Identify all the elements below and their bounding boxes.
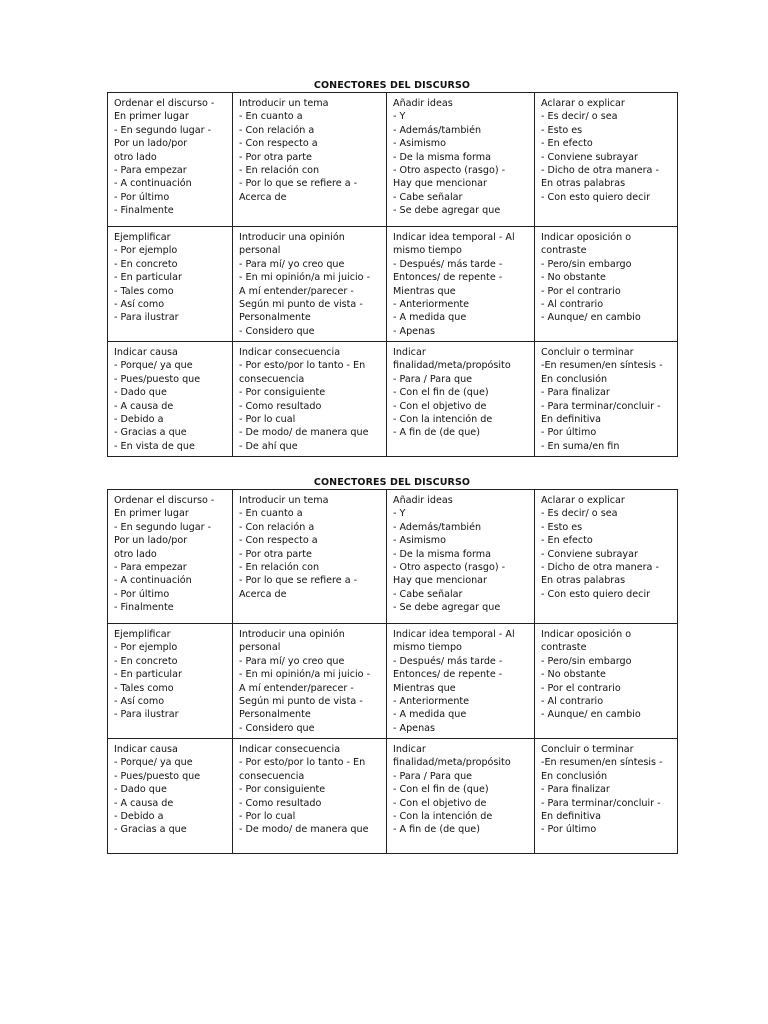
cell-ejemplificar: Ejemplificar - Por ejemplo - En concreto - En particular - Tales como - Así como - Para ilustrar	[108, 624, 233, 739]
cell-ejemplificar: Ejemplificar - Por ejemplo - En concreto - En particular - Tales como - Así como - Para ilustrar	[108, 227, 233, 342]
connectors-table	[107, 489, 678, 854]
cell-anadir-ideas: Añadir ideas - Y - Además/también - Asimismo - De la misma forma - Otro aspecto (rasgo) - Hay que mencionar - Cabe señalar - Se debe agregar que	[387, 490, 535, 624]
cell-anadir-ideas: Añadir ideas - Y - Además/también - Asimismo - De la misma forma - Otro aspecto (rasgo) - Hay que mencionar - Cabe señalar - Se debe agregar que	[387, 93, 535, 227]
cell-introducir-tema: Introducir un tema - En cuanto a - Con relación a - Con respecto a - Por otra parte - En relación con - Por lo que se refiere a - Acerca de	[233, 93, 387, 227]
connectors-section-1	[107, 80, 677, 457]
cell-indicar-finalidad: Indicar finalidad/meta/propósito - Para / Para que - Con el fin de (que) - Con el objetivo de - Con la intención de - A fin de (de que)	[387, 739, 535, 854]
cell-indicar-causa: Indicar causa - Porque/ ya que - Pues/puesto que - Dado que - A causa de - Debido a - Gracias a que	[108, 739, 233, 854]
connectors-section-2	[107, 477, 677, 854]
cell-introducir-tema: Introducir un tema - En cuanto a - Con relación a - Con respecto a - Por otra parte - En relación con - Por lo que se refiere a - Acerca de	[233, 490, 387, 624]
table-row	[108, 93, 678, 227]
cell-opinion-personal: Introducir una opinión personal - Para mí/ yo creo que - En mi opinión/a mi juicio - A mí entender/parecer - Según mi punto de vista - Personalmente - Considero que	[233, 227, 387, 342]
table-row	[108, 624, 678, 739]
cell-idea-temporal: Indicar idea temporal - Al mismo tiempo - Después/ más tarde - Entonces/ de repente - Mientras que - Anteriormente - A medida que - Apenas	[387, 624, 535, 739]
connectors-table	[107, 92, 678, 457]
cell-oposicion-contraste: Indicar oposición o contraste - Pero/sin embargo - No obstante - Por el contrario - Al contrario - Aunque/ en cambio	[535, 227, 678, 342]
cell-ordenar-discurso: Ordenar el discurso - En primer lugar - En segundo lugar - Por un lado/por otro lado - Para empezar - A continuación - Por último - Finalmente	[108, 490, 233, 624]
cell-indicar-causa: Indicar causa - Porque/ ya que - Pues/puesto que - Dado que - A causa de - Debido a - Gracias a que - En vista de que	[108, 342, 233, 457]
table-row	[108, 490, 678, 624]
cell-concluir-terminar: Concluir o terminar -En resumen/en síntesis - En conclusión - Para finalizar - Para terminar/concluir - En definitiva - Por último - En suma/en fin	[535, 342, 678, 457]
cell-indicar-consecuencia: Indicar consecuencia - Por esto/por lo tanto - En consecuencia - Por consiguiente - Como resultado - Por lo cual - De modo/ de manera que	[233, 739, 387, 854]
table-row	[108, 739, 678, 854]
cell-ordenar-discurso: Ordenar el discurso - En primer lugar - En segundo lugar - Por un lado/por otro lado - Para empezar - A continuación - Por último - Finalmente	[108, 93, 233, 227]
cell-oposicion-contraste: Indicar oposición o contraste - Pero/sin embargo - No obstante - Por el contrario - Al contrario - Aunque/ en cambio	[535, 624, 678, 739]
cell-opinion-personal: Introducir una opinión personal - Para mí/ yo creo que - En mi opinión/a mi juicio - A mí entender/parecer - Según mi punto de vista - Personalmente - Considero que	[233, 624, 387, 739]
cell-indicar-consecuencia: Indicar consecuencia - Por esto/por lo tanto - En consecuencia - Por consiguiente - Como resultado - Por lo cual - De modo/ de manera que - De ahí que	[233, 342, 387, 457]
cell-idea-temporal: Indicar idea temporal - Al mismo tiempo - Después/ más tarde - Entonces/ de repente - Mientras que - Anteriormente - A medida que - Apenas	[387, 227, 535, 342]
section-title: CONECTORES DEL DISCURSO	[313, 477, 471, 488]
cell-aclarar-explicar: Aclarar o explicar - Es decir/ o sea - Esto es - En efecto - Conviene subrayar - Dicho de otra manera - En otras palabras - Con esto quiero decir	[535, 93, 678, 227]
cell-concluir-terminar: Concluir o terminar -En resumen/en síntesis - En conclusión - Para finalizar - Para terminar/concluir - En definitiva - Por último	[535, 739, 678, 854]
cell-indicar-finalidad: Indicar finalidad/meta/propósito - Para / Para que - Con el fin de (que) - Con el objetivo de - Con la intención de - A fin de (de que)	[387, 342, 535, 457]
table-row	[108, 227, 678, 342]
section-title: CONECTORES DEL DISCURSO	[313, 80, 471, 91]
cell-aclarar-explicar: Aclarar o explicar - Es decir/ o sea - Esto es - En efecto - Conviene subrayar - Dicho de otra manera - En otras palabras - Con esto quiero decir	[535, 490, 678, 624]
table-row	[108, 342, 678, 457]
